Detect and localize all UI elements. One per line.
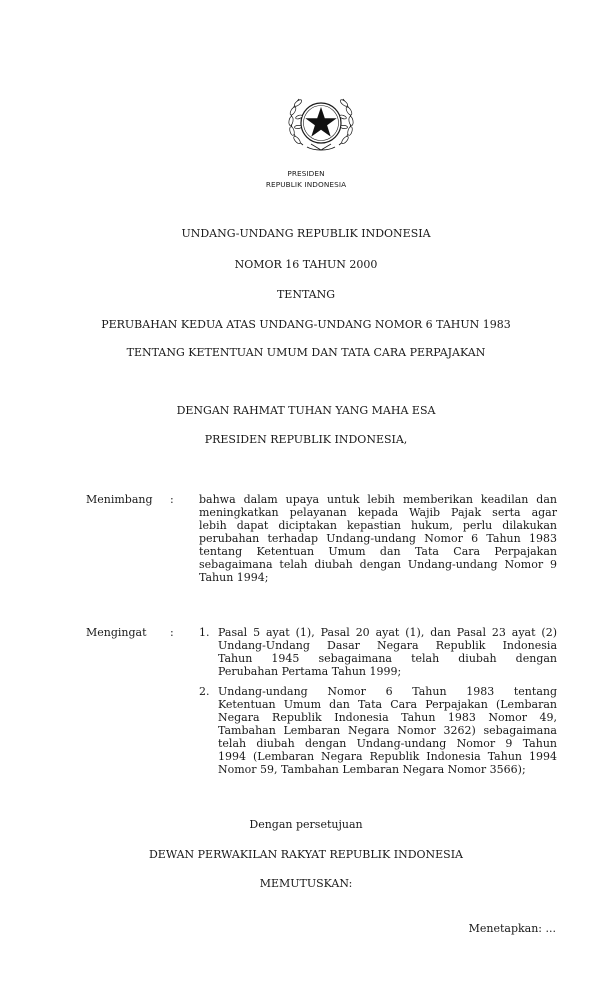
menimbang-line: meningkatkan pelayanan kepada Wajib Pajak serta agar [199,506,557,519]
menimbang-line: lebih dapat diciptakan kepastian hukum, perlu dilakukan [199,519,557,532]
mengingat-item-line: Undang-Undang Dasar Negara Republik Indonesia [218,639,557,652]
menimbang-colon: : [170,493,174,506]
mengingat-item-line: Negara Republik Indonesia Tahun 1983 Nomor 49, [218,711,557,724]
mengingat-item-line: Pasal 5 ayat (1), Pasal 20 ayat (1), dan Pasal 23 ayat (2) [218,626,557,639]
menimbang-line: perubahan terhadap Undang-undang Nomor 6 Tahun 1983 [199,532,557,545]
parliament-name: DEWAN PERWAKILAN RAKYAT REPUBLIK INDONESIA [148,848,464,861]
law-title: UNDANG-UNDANG REPUBLIK INDONESIA [181,227,431,240]
mengingat-item-line: Nomor 59, Tambahan Lembaran Negara Nomor 3566); [218,763,526,776]
mengingat-item-number: 2. [199,685,210,698]
mengingat-item-line: Perubahan Pertama Tahun 1999; [218,665,402,678]
law-number: NOMOR 16 TAHUN 2000 [234,258,378,271]
opening-invocation: DENGAN RAHMAT TUHAN YANG MAHA ESA [176,404,436,417]
mengingat-label: Mengingat [86,626,147,639]
continuation-marker: Menetapkan: ... [468,922,556,935]
decision-heading: MEMUTUSKAN: [259,877,353,890]
law-about: TENTANG [276,288,336,301]
emblem-caption-president: PRESIDEN [287,169,325,178]
mengingat-item-number: 1. [199,626,210,639]
consent-phrase: Dengan persetujuan [249,818,363,831]
mengingat-colon: : [170,626,174,639]
law-subject-continued: TENTANG KETENTUAN UMUM DAN TATA CARA PERPAJAKAN [126,346,486,359]
menimbang-line: sebagaimana telah diubah dengan Undang-undang Nomor 9 [199,558,557,571]
garuda-emblem-icon [281,83,361,163]
menimbang-line: tentang Ketentuan Umum dan Tata Cara Perpajakan [199,545,557,558]
menimbang-paragraph [199,493,557,584]
mengingat-item-1 [218,626,557,678]
emblem-caption-republic: REPUBLIK INDONESIA [265,180,347,189]
mengingat-item-line: Tahun 1945 sebagaimana telah diubah dengan [218,652,557,665]
menimbang-line: bahwa dalam upaya untuk lebih memberikan keadilan dan [199,493,557,506]
mengingat-item-line: Ketentuan Umum dan Tata Cara Perpajakan (Lembaran [218,698,557,711]
law-subject: PERUBAHAN KEDUA ATAS UNDANG-UNDANG NOMOR 6 TAHUN 1983 [101,318,511,331]
mengingat-item-line: Undang-undang Nomor 6 Tahun 1983 tentang [218,685,557,698]
opening-president: PRESIDEN REPUBLIK INDONESIA, [204,433,408,446]
menimbang-label: Menimbang [86,493,153,506]
menimbang-line: Tahun 1994; [199,571,269,584]
mengingat-item-line: 1994 (Lembaran Negara Republik Indonesia Tahun 1994 [218,750,557,763]
mengingat-item-line: telah diubah dengan Undang-undang Nomor 9 Tahun [218,737,557,750]
mengingat-item-2 [218,685,557,776]
mengingat-item-line: Tambahan Lembaran Negara Nomor 3262) sebagaimana [218,724,557,737]
